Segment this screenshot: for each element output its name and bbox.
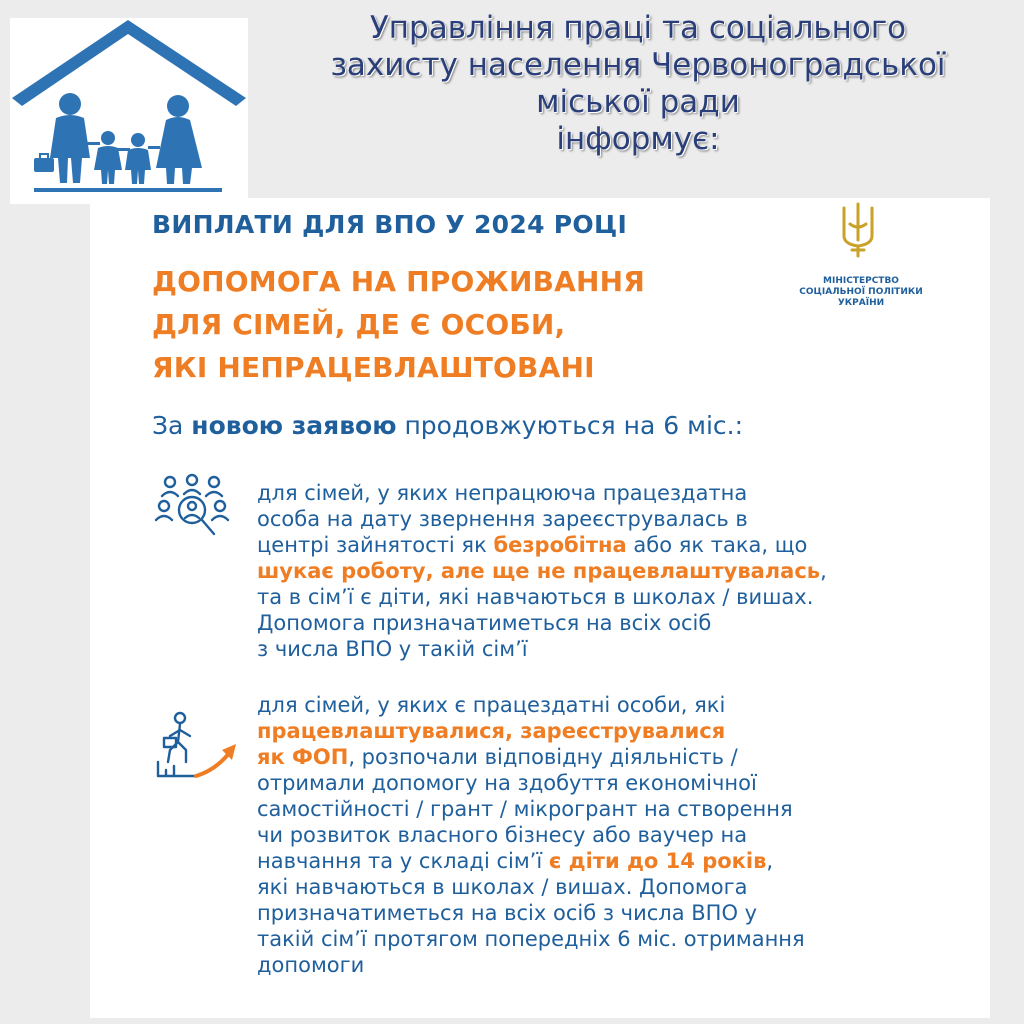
para-line: такій сім’ї протягом попередніх 6 міс. отримання (257, 927, 805, 951)
text: , (766, 849, 774, 873)
para-line (257, 532, 827, 558)
intro-bold: новою заявою (191, 411, 397, 440)
people-search-icon (152, 472, 232, 544)
para-line: для сімей, у яких непрацююча працездатна (257, 481, 748, 505)
highlight: працевлаштувалися, зареєструвалися (257, 719, 726, 743)
subtitle-line: ДЛЯ СІМЕЙ, ДЕ Є ОСОБИ, (152, 308, 566, 341)
ministry-line: СОЦІАЛЬНОЇ ПОЛІТИКИ (799, 287, 923, 297)
ministry-line: МІНІСТЕРСТВО (823, 276, 899, 286)
card-subtitle (152, 260, 645, 389)
intro-text (152, 411, 743, 440)
subtitle-line: ДОПОМОГА НА ПРОЖИВАННЯ (152, 265, 646, 298)
family-house-icon (10, 18, 248, 204)
highlight: безробітна (493, 533, 627, 557)
info-card (90, 198, 990, 1018)
header-organization (262, 10, 1014, 158)
trident-emblem-icon (836, 200, 880, 262)
text: або як така, що (626, 533, 808, 557)
para-line: для сімей, у яких є працездатні особи, які (257, 693, 726, 717)
paragraph-unemployed (257, 480, 827, 662)
subtitle-line: ЯКІ НЕПРАЦЕВЛАШТОВАНІ (152, 351, 595, 384)
header-line: інформує: (556, 121, 720, 157)
para-line (257, 848, 805, 874)
highlight: як ФОП (257, 745, 349, 769)
text: центрі зайнятості як (257, 533, 494, 557)
ministry-label (796, 276, 926, 309)
para-line (257, 558, 827, 584)
text: , розпочали відповідну діяльність / (348, 745, 738, 769)
card-title: ВИПЛАТИ ДЛЯ ВПО У 2024 РОЦІ (152, 210, 628, 239)
intro-pre: За (152, 411, 192, 440)
para-line: які навчаються в школах / вишах. Допомога (257, 875, 748, 899)
career-growth-icon (156, 710, 238, 782)
text: , (820, 559, 827, 583)
para-line: самостійності / грант / мікрогрант на створення (257, 797, 793, 821)
para-line (257, 744, 805, 770)
para-line: отримали допомогу на здобуття економічної (257, 771, 757, 795)
para-line (257, 718, 805, 744)
para-line: чи розвиток власного бізнесу або ваучер на (257, 823, 748, 847)
highlight: є діти до 14 років (548, 849, 767, 873)
ministry-line: УКРАЇНИ (837, 298, 885, 308)
paragraph-employed (257, 692, 805, 978)
intro-post: продовжуються на 6 міс.: (396, 411, 744, 440)
para-line: особа на дату звернення зареєструвалась в (257, 507, 748, 531)
text: навчання та у складі сім’ї (257, 849, 549, 873)
family-house-logo (10, 18, 248, 204)
para-line: та в сім’ї є діти, які навчаються в школах / вишах. (257, 585, 814, 609)
header-line: захисту населення Червоноградської (330, 47, 946, 83)
para-line: призначатиметься на всіх осіб з числа ВПО у (257, 901, 758, 925)
para-line: з числа ВПО у такій сім’ї (257, 637, 528, 661)
para-line: допомоги (257, 953, 365, 977)
header-line: Управління праці та соціального (369, 10, 907, 46)
para-line: Допомога призначатиметься на всіх осіб (257, 611, 712, 635)
highlight: шукає роботу, але ще не працевлаштувалась (257, 559, 821, 583)
header-line: міської ради (536, 84, 740, 120)
